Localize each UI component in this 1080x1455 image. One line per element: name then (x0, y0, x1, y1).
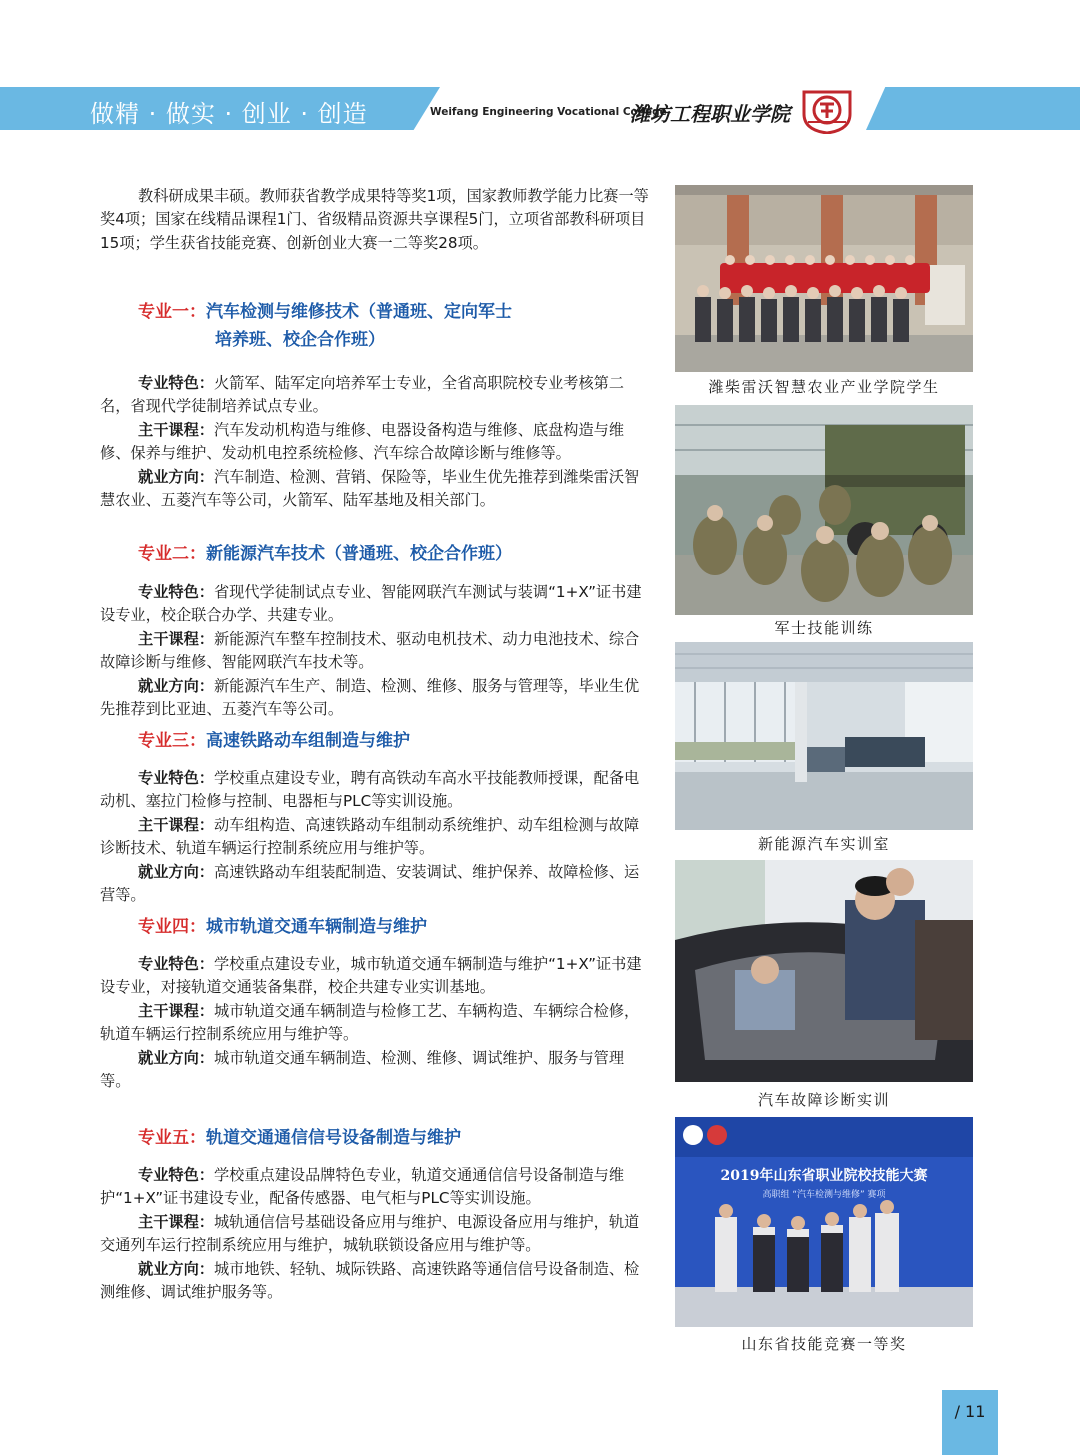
major-2-heading (138, 540, 512, 568)
intro-paragraph: 教科研成果丰硕。教师获省教学成果特等奖1项，国家教师教学能力比赛一等奖4项；国家在线精品课程1门、省级精品资源共享课程5门，立项省部教科研项目15项；学生获省技能竞赛、创新创业大赛一二等奖28项。 (100, 187, 649, 252)
major-5-career (100, 1258, 652, 1305)
photo-caption-5: 山东省技能竞赛一等奖 (741, 1335, 907, 1353)
photo-ev-training-lab (675, 642, 973, 830)
major-3-body (100, 767, 652, 907)
major-1-course-text: 汽车发动机构造与维修、电器设备构造与维修、底盘构造与维修、保养与维护、发动机电控系统检修、汽车综合故障诊断与维修等。 (100, 420, 624, 463)
major-4-heading (138, 913, 427, 941)
career-label: 就业方向： (138, 1259, 214, 1278)
major-2-feature (100, 581, 652, 628)
major-2-career-text: 新能源汽车生产、制造、检测、维修、服务与管理等，毕业生优先推荐到比亚迪、五菱汽车等公司。 (100, 676, 640, 719)
major-1-feature (100, 372, 652, 419)
major-2-career (100, 675, 652, 722)
photo-competition-award (675, 1117, 973, 1327)
feature-label: 专业特色： (138, 583, 214, 601)
major-1-name: 汽车检测与维修技术（普通班、定向军士 (206, 302, 512, 322)
major-4-career (100, 1047, 652, 1094)
course-label: 主干课程： (138, 1212, 214, 1231)
major-3-name: 高速铁路动车组制造与维护 (206, 731, 410, 751)
major-5-heading (138, 1124, 461, 1152)
major-1-feature-text: 火箭军、陆军定向培养军士专业，全省高职院校专业考核第二名，省现代学徒制培养试点专业。 (100, 374, 624, 416)
major-5-no: 专业五： (138, 1128, 206, 1148)
major-5-course (100, 1211, 652, 1258)
major-5-body (100, 1164, 652, 1304)
career-label: 就业方向： (138, 467, 214, 486)
major-3-career-text: 高速铁路动车组装配制造、安装调试、维护保养、故障检修、运营等。 (100, 862, 640, 905)
major-2-body (100, 581, 652, 721)
photo-caption-3: 新能源汽车实训室 (757, 835, 890, 853)
major-2-feature-text: 省现代学徒制试点专业、智能网联汽车测试与装调“1+X”证书建设专业，校企联合办学、共建专业。 (100, 583, 642, 625)
career-label: 就业方向： (138, 862, 214, 881)
course-label: 主干课程： (138, 629, 214, 648)
major-5-feature (100, 1164, 652, 1211)
course-label: 主干课程： (138, 815, 214, 834)
major-3-heading (138, 727, 410, 755)
intro-block (100, 185, 652, 255)
major-5-feature-text: 学校重点建设品牌特色专业，轨道交通通信信号设备制造与维护“1+X”证书建设专业，配备传感器、电气柜与PLC等实训设施。 (100, 1166, 624, 1208)
header-slogan: 做精 · 做实 · 创业 · 创造 (90, 100, 368, 128)
major-4-career-text: 城市轨道交通车辆制造、检测、维修、调试维护、服务与管理等。 (100, 1048, 624, 1091)
major-3-career (100, 861, 652, 908)
header-banner-right (866, 87, 1080, 130)
college-name-en: Weifang Engineering Vocational College (430, 106, 667, 118)
photo-students-group (675, 185, 973, 372)
major-3-feature-text: 学校重点建设专业，聘有高铁动车高水平技能教师授课，配备电动机、塞拉门检修与控制、电器柜与PLC等实训设施。 (100, 769, 640, 811)
career-label: 就业方向： (138, 676, 214, 695)
major-1-heading (138, 298, 512, 354)
major-2-course-text: 新能源汽车整车控制技术、驱动电机技术、动力电池技术、综合故障诊断与维修、智能网联汽车技术等。 (100, 629, 640, 672)
major-4-course-text: 城市轨道交通车辆制造与检修工艺、车辆构造、车辆综合检修，轨道车辆运行控制系统应用与维护等。 (100, 1001, 640, 1044)
major-3-course (100, 814, 652, 861)
award-photo-art (675, 1117, 973, 1327)
page-number-box (942, 1390, 998, 1455)
major-3-no: 专业三： (138, 731, 206, 751)
major-2-no: 专业二： (138, 544, 206, 564)
major-1-name-line2: 培养班、校企合作班） (215, 330, 385, 350)
photo-military-training (675, 405, 973, 615)
major-3-course-text: 动车组构造、高速铁路动车组制动系统维护、动车组检测与故障诊断技术、轨道车辆运行控制系统应用与维护等。 (100, 815, 640, 858)
major-4-feature-text: 学校重点建设专业，城市轨道交通车辆制造与维护“1+X”证书建设专业，对接轨道交通装备集群，校企共建专业实训基地。 (100, 955, 642, 997)
feature-label: 专业特色： (138, 955, 214, 973)
photo-car-diagnosis (675, 860, 973, 1082)
feature-label: 专业特色： (138, 769, 214, 787)
major-4-course (100, 1000, 652, 1047)
major-4-body (100, 953, 652, 1093)
page-number: / 11 (954, 1402, 986, 1421)
major-5-career-text: 城市地铁、轻轨、城际铁路、高速铁路等通信信号设备制造、检测维修、调试维护服务等。 (100, 1259, 640, 1302)
college-seal-icon (800, 86, 854, 134)
major-1-career (100, 466, 652, 513)
major-5-course-text: 城轨通信信号基础设备应用与维护、电源设备应用与维护，轨道交通列车运行控制系统应用与维护，城轨联锁设备应用与维护等。 (100, 1212, 640, 1255)
feature-label: 专业特色： (138, 1166, 214, 1184)
major-2-name: 新能源汽车技术（普通班、校企合作班） (206, 544, 512, 564)
career-label: 就业方向： (138, 1048, 214, 1067)
award-banner-subtitle: 高职组 “汽车检测与维修” 赛项 (762, 1190, 886, 1200)
college-name-cn: 潍坊工程职业学院 (630, 102, 790, 126)
major-1-body (100, 372, 652, 512)
major-4-no: 专业四： (138, 917, 206, 937)
major-4-feature (100, 953, 652, 1000)
feature-label: 专业特色： (138, 374, 214, 392)
award-banner-title: 2019年山东省职业院校技能大赛 (720, 1168, 928, 1184)
course-label: 主干课程： (138, 1001, 214, 1020)
major-3-feature (100, 767, 652, 814)
photo-caption-2: 军士技能训练 (774, 619, 874, 637)
major-1-no: 专业一： (138, 302, 206, 322)
photo-caption-1: 潍柴雷沃智慧农业产业学院学生 (708, 378, 940, 396)
course-label: 主干课程： (138, 420, 214, 439)
major-2-course (100, 628, 652, 675)
photo-caption-4: 汽车故障诊断实训 (757, 1091, 890, 1109)
major-1-career-text: 汽车制造、检测、营销、保险等，毕业生优先推荐到潍柴雷沃智慧农业、五菱汽车等公司，火箭军、陆军基地及相关部门。 (100, 467, 640, 510)
major-4-name: 城市轨道交通车辆制造与维护 (206, 917, 427, 937)
major-5-name: 轨道交通通信信号设备制造与维护 (206, 1128, 461, 1148)
major-1-course (100, 419, 652, 466)
